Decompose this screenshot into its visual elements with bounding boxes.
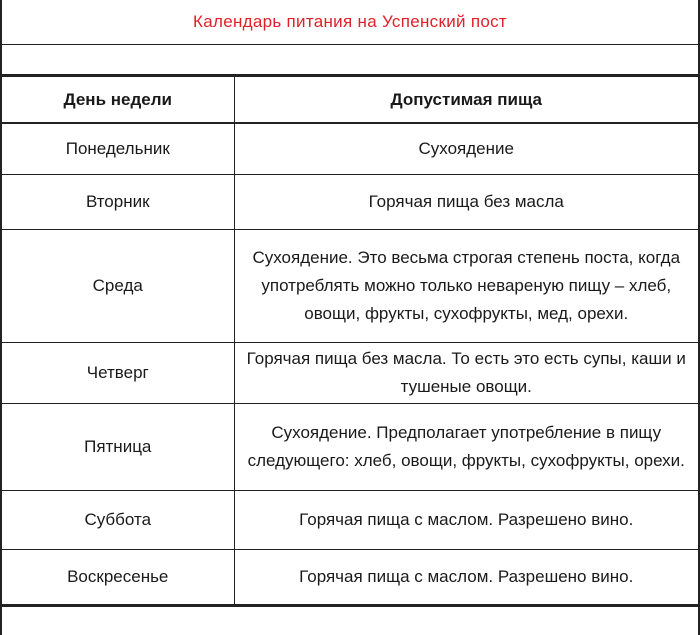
day-cell: Четверг — [2, 343, 234, 404]
title-row — [2, 0, 698, 45]
food-cell: Сухоядение. Это весьма строгая степень поста, когда употреблять можно только невареную пищу – хлеб, овощи, фрукты, сухофрукты, мед, орехи. — [234, 230, 698, 343]
food-cell: Горячая пища без масла — [234, 175, 698, 230]
day-cell: Вторник — [2, 175, 234, 230]
table-row — [2, 230, 698, 343]
food-cell: Горячая пища с маслом. Разрешено вино. — [234, 491, 698, 550]
table-header-row — [2, 77, 698, 124]
fasting-table — [2, 76, 698, 605]
day-cell: Воскресенье — [2, 550, 234, 605]
food-cell: Сухоядение. Предполагает употребление в пищу следующего: хлеб, овощи, фрукты, сухофрукты, орехи. — [234, 404, 698, 491]
table-row — [2, 175, 698, 230]
day-cell: Суббота — [2, 491, 234, 550]
table-row — [2, 404, 698, 491]
header-day: День недели — [2, 77, 234, 124]
day-cell: Понедельник — [2, 123, 234, 175]
header-food: Допустимая пища — [234, 77, 698, 124]
table-row — [2, 123, 698, 175]
empty-row — [2, 45, 698, 76]
page-title: Календарь питания на Успенский пост — [193, 12, 507, 31]
day-cell: Пятница — [2, 404, 234, 491]
table-row — [2, 550, 698, 605]
table-row — [2, 343, 698, 404]
food-cell: Сухоядение — [234, 123, 698, 175]
day-cell: Среда — [2, 230, 234, 343]
food-cell: Горячая пища с маслом. Разрешено вино. — [234, 550, 698, 605]
table-row — [2, 491, 698, 550]
empty-bottom-row — [2, 605, 698, 635]
food-cell: Горячая пища без масла. То есть это есть супы, каши и тушеные овощи. — [234, 343, 698, 404]
